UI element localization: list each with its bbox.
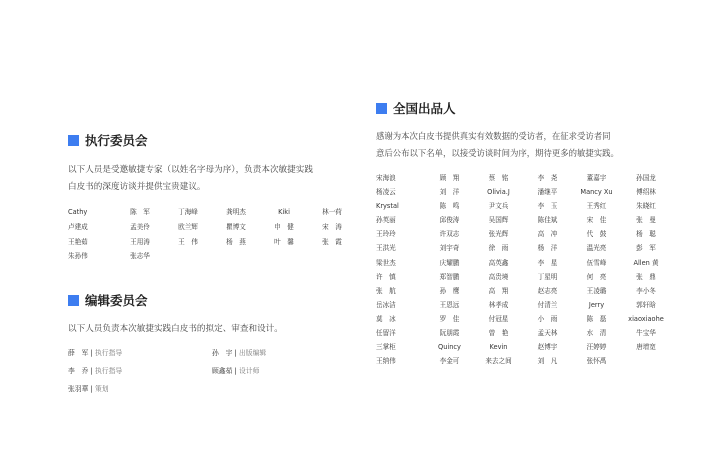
editor-name: 薛 军 [68,349,89,357]
name-cell: 朱晓红 [636,202,656,211]
name-cell: 徐 雨 [488,244,509,253]
name-cell: 阮朋霞 [439,329,460,338]
name-cell: 李 尧 [537,174,558,182]
name-cell: Cathy [68,208,88,216]
editor-role: 执行指导 [95,349,123,357]
name-cell: 许双志 [439,230,460,239]
name-cell: 邱俊涛 [439,216,460,225]
editor-entry: 孙 宇 | 出版编辑 [212,349,267,357]
name-cell [621,354,671,368]
name-cell: 高贵境 [488,272,509,281]
name-cell: 李金可 [439,357,460,366]
name-cell: 欧兰辉 [178,222,198,231]
name-cell: 孙国龙 [636,174,656,182]
name-cell: 朱孙伟 [68,252,88,261]
name-cell: 曾 艳 [488,329,509,338]
name-cell: 王秀红 [586,202,607,211]
editor-name: 张羽華 [68,385,89,393]
name-cell: 刘 凡 [537,357,558,366]
name-cell: 尹文兵 [488,202,509,211]
name-cell: Allen 黄 [633,258,659,267]
national-producers-title: 全国出品人 [393,101,456,116]
national-desc-line-1: 感谢为本次白皮书提供真实有效数据的受访者，在征求受访者同 [376,131,611,141]
name-cell: 李 玉 [537,202,558,211]
name-cell: 梁世杰 [376,258,396,267]
name-cell: 庆耀鹏 [439,258,460,267]
name-cell: 王凌璐 [586,286,607,295]
name-cell: 宋 佳 [586,216,607,225]
name-cell: 杨 洋 [537,244,558,253]
editorial-committee-heading [68,291,148,309]
editor-role: 出版编辑 [239,349,267,357]
editorial-committee-description: 以下人员负责本次敏捷实践白皮书的拟定、审查和设计。 [68,324,283,334]
name-cell: 申 健 [274,222,294,231]
name-cell: 伍雪峰 [586,258,607,267]
name-cell: 吴国辉 [488,216,509,225]
name-cell: 代 鼓 [586,230,607,239]
name-cell: 顾 翔 [439,174,460,182]
name-cell: 高英鑫 [488,258,509,267]
editor-role: 设计师 [239,367,260,375]
name-cell: 孙 鹰 [439,286,460,295]
name-cell: 孟天林 [537,329,558,338]
editor-name: 顾鑫茹 [212,367,233,375]
name-cell: 赵志亮 [537,286,558,295]
name-cell: 水 清 [586,329,607,338]
name-cell: 刘 洋 [439,188,460,197]
name-cell: 张 鼎 [636,272,656,281]
name-cell: 龚明杰 [226,208,246,216]
name-cell: 卢建成 [68,222,88,231]
name-cell: 李 星 [537,258,558,267]
national-producers-heading [376,99,456,117]
name-cell: 郭轩晗 [636,300,656,309]
name-cell: 杨 聪 [636,230,656,239]
name-cell: 傅绍林 [636,188,656,197]
name-cell: 陈佳斌 [537,216,558,225]
name-cell: 王玲玲 [376,230,396,239]
name-cell: Jerry [588,300,605,309]
name-cell: 付清兰 [537,300,558,309]
editor-name: 孙 宇 [212,349,233,357]
name-cell: 张 航 [376,286,396,295]
editor-entry: 张羽華 | 策划 [68,385,109,393]
name-cell: 三掌柜 [376,343,396,352]
name-cell: Quincy [438,343,461,352]
exec-committee-heading [68,131,148,149]
name-cell: 孙英丽 [376,216,396,225]
name-cell: 孟美伶 [130,222,150,231]
name-cell: 莫 冰 [376,314,396,323]
name-cell: 岳冰洁 [376,300,396,309]
name-cell: 李小冬 [636,286,656,295]
name-cell: Krystal [376,202,399,211]
name-cell: Olivia.J [487,188,510,197]
name-cell: 林孝成 [488,300,509,309]
name-cell: 蔡 铭 [488,174,509,182]
national-desc-line-2: 意后公布以下名单，以接受访谈时间为序，期待更多的敏捷实践。 [376,148,619,158]
name-cell: 王纳伟 [376,357,396,366]
name-cell: 王艳茹 [68,237,88,246]
exec-committee-title: 执行委员会 [85,133,148,148]
name-cell: 张志华 [130,252,150,261]
exec-committee-description [68,162,313,196]
editor-role: 策划 [95,385,109,393]
name-cell: Kevin [489,343,508,352]
national-producers-description [376,128,619,162]
name-cell: 付冠星 [488,314,509,323]
name-cell: 汪婷婷 [586,343,607,352]
name-cell: 张 曼 [636,216,656,225]
name-cell: 瞿博文 [226,222,246,231]
name-cell: 宋 涛 [322,222,342,231]
name-cell: 陈 磊 [586,314,607,323]
name-cell: 张 霞 [322,237,342,246]
name-cell: 陈 军 [130,208,150,216]
name-cell: 唐增宽 [636,343,656,352]
editor-entry: 顾鑫茹 | 设计师 [212,367,260,375]
editor-name: 李 乔 [68,367,89,375]
editor-entry: 薛 军 | 执行指导 [68,349,123,357]
name-cell: 郑智鹏 [439,272,460,281]
name-cell: 宋海浪 [376,174,396,182]
name-cell: 董嘉宇 [586,174,607,182]
name-cell: 牛宝华 [636,329,656,338]
name-cell: 赵博宇 [537,343,558,352]
name-cell: Mancy Xu [580,188,613,197]
name-cell: 彭 军 [636,244,656,253]
name-cell: 潘继平 [537,188,558,197]
name-cell: xiaoxiaohe [628,314,664,323]
editor-role: 执行指导 [95,367,123,375]
name-cell: 丁海峰 [178,208,198,216]
name-cell: 小 雨 [537,314,558,323]
name-cell: 高 翔 [488,286,509,295]
name-cell: 王 伟 [178,237,198,246]
name-cell: 任留洋 [376,329,396,338]
name-cell: 温光亮 [586,244,607,253]
name-cell: 张光辉 [488,230,509,239]
name-cell: 丁星明 [537,272,558,281]
section-marker-icon [68,135,79,146]
name-cell: 许 慎 [376,272,396,281]
exec-desc-line-1: 以下人员是受邀敏捷专家（以姓名字母为序），负责本次敏捷实践 [68,165,313,175]
name-cell: 来去之间 [485,357,512,366]
name-cell: 罗 佳 [439,314,460,323]
section-marker-icon [376,103,387,114]
editorial-committee-title: 编辑委员会 [85,293,148,308]
name-cell: 高 冲 [537,230,558,239]
name-cell: 杨 燕 [226,237,246,246]
name-cell: 叶 馨 [274,237,294,246]
name-cell: 陈 鸣 [439,202,460,211]
exec-committee-names [68,205,356,264]
exec-desc-line-2: 白皮书的深度访谈并提供宝贵建议。 [68,182,206,192]
name-cell: 王洪光 [376,244,396,253]
name-cell: 刘宇奇 [439,244,460,253]
name-cell: 张怀禹 [586,357,607,366]
name-cell: 王用涛 [130,237,150,246]
national-producers-names [376,171,671,368]
name-cell: 何 亮 [586,272,607,281]
name-cell: 王恩远 [439,300,460,309]
name-cell: 杨凌云 [376,188,396,197]
name-cell: Kiki [278,208,290,216]
name-cell: 林一荷 [322,208,342,216]
editor-entry: 李 乔 | 执行指导 [68,367,123,375]
section-marker-icon [68,295,79,306]
